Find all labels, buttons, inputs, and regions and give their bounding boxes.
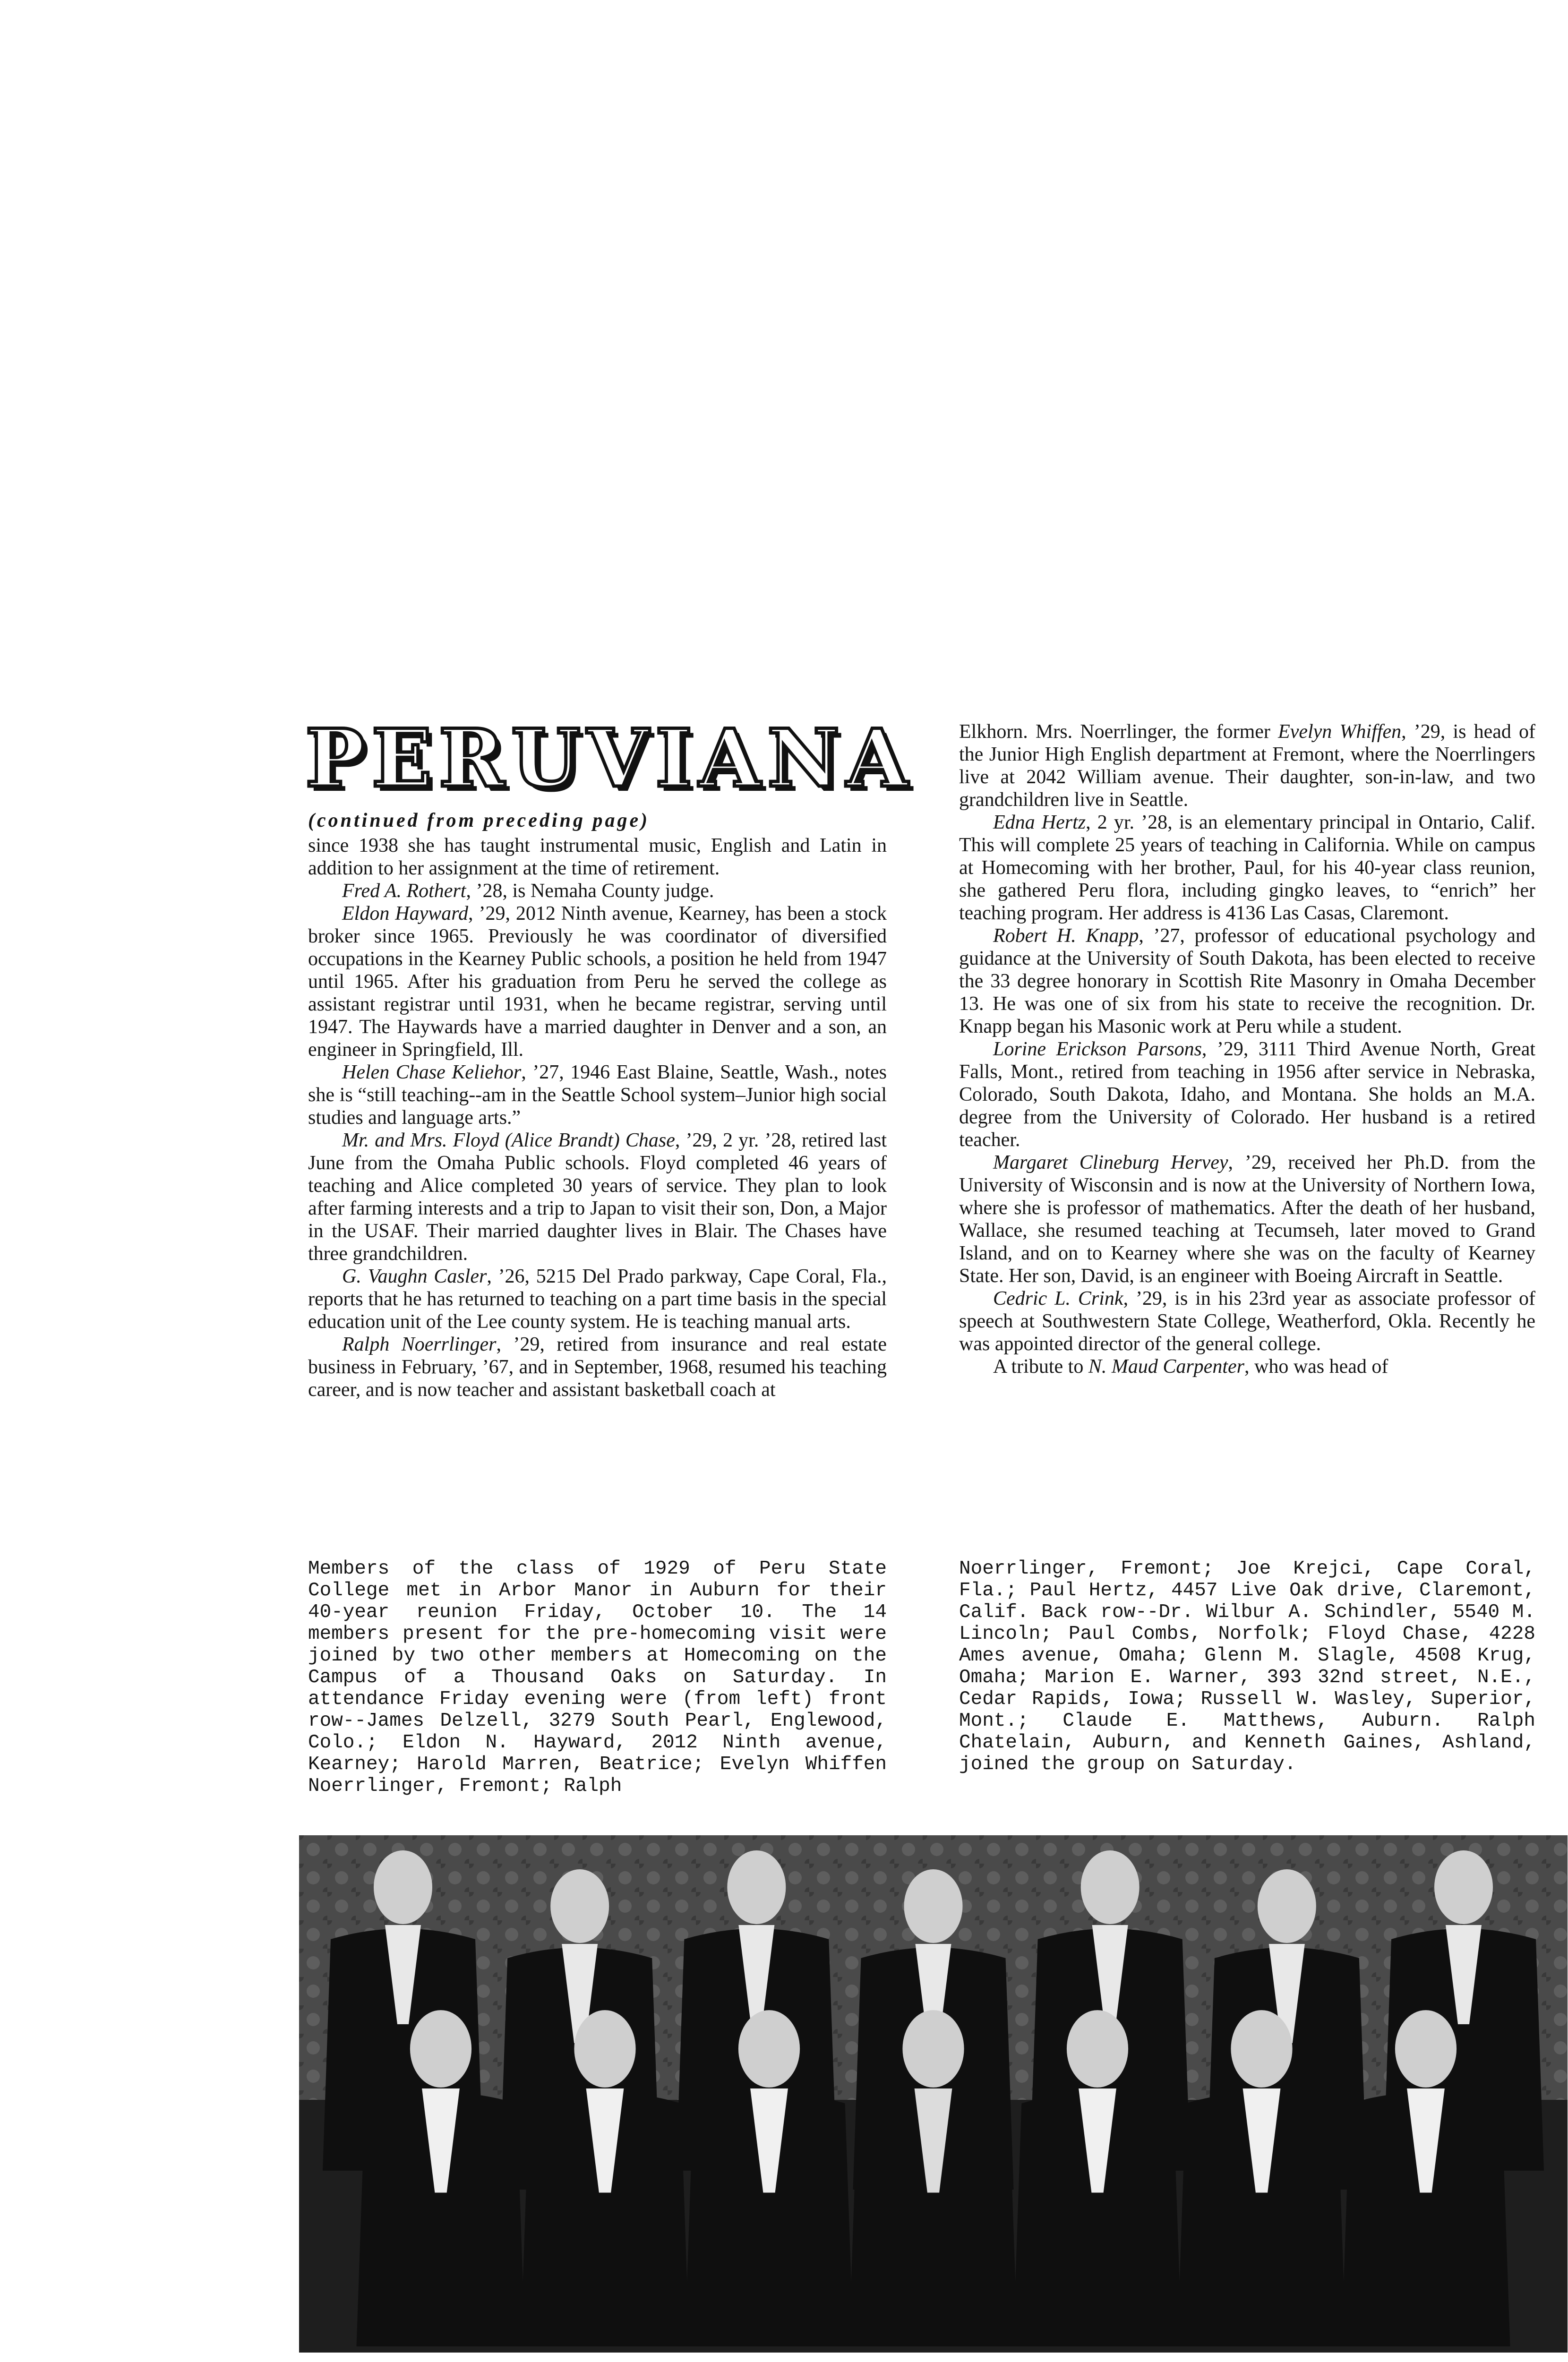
alumni-text: , ’29, 3111 Third Avenue North, Great Falls, Mont., retired from teaching in 1956 after service in Nebraska, Colorado, South Dakota, Idaho, and Montana. She holds an M.A. degree from the University of Colorado. Her husband is a retired teacher. xyxy=(959,1038,1536,1151)
continued-note: (continued from preceding page) xyxy=(308,810,650,831)
alumni-note xyxy=(308,1265,887,1333)
alumni-note xyxy=(959,811,1535,924)
alumni-text: , ’29, is in his 23rd year as associate professor of speech at Southwestern State College, Weatherford, Okla. Recently he was appointed director of the general college. xyxy=(959,1288,1536,1355)
alumni-name: G. Vaughn Casler xyxy=(342,1266,487,1287)
alumni-note xyxy=(308,902,887,1061)
alumni-name: Evelyn Whiffen xyxy=(1278,721,1402,743)
continuation-text: , ’29, is head of the Junior High English department at Fremont, where the Noerrlingers live at 2042 William avenue. Their daughter, son-in-law, and two grandchildren live in Seattle. xyxy=(959,721,1535,811)
alumni-name: Mr. and Mrs. Floyd (Alice Brandt) Chase xyxy=(342,1130,675,1151)
alumni-text: , ’27, 1946 East Blaine, Seattle, Wash., notes she is “still teaching--am in the Seattle School system–Junior high social studies and language arts.” xyxy=(308,1061,887,1129)
alumni-note xyxy=(959,1038,1535,1151)
reunion-group-photo xyxy=(299,1835,1568,2353)
alumni-text: , ’26, 5215 Del Prado parkway, Cape Coral, Fla., reports that he has returned to teaching on a part time basis in the special education unit of the Lee county system. He is teaching manual arts. xyxy=(308,1266,887,1333)
alumni-name: Edna Hertz xyxy=(993,812,1086,833)
continuation-text: Elkhorn. Mrs. Noerrlinger, the former xyxy=(959,721,1278,743)
group-photo-icon xyxy=(299,1835,1568,2353)
alumni-note xyxy=(308,1061,887,1129)
alumni-text: , ’27, professor of educational psychology and guidance at the University of South Dakota, has been elected to receive the 33 degree honorary in Scottish Rite Masonry in Omaha December 13. He was one of six from his state to receive the recognition. Dr. Knapp began his Masonic work at Peru while a student. xyxy=(959,925,1536,1037)
alumni-name: Robert H. Knapp xyxy=(993,925,1139,947)
alumni-note xyxy=(308,1333,887,1401)
alumni-name: Margaret Clineburg Hervey xyxy=(993,1152,1228,1173)
tribute-note xyxy=(959,1355,1535,1378)
alumni-name: Ralph Noerrlinger xyxy=(342,1334,497,1355)
alumni-text: , ’29, received her Ph.D. from the University of Wisconsin and is now at the University of Northern Iowa, where she is professor of mathematics. After the death of her husband, Wallace, she resumed teaching at Tecumseh, later moved to Grand Island, and on to Kearney where she was on the faculty of Kearney State. Her son, David, is an engineer with Boeing Aircraft in Seattle. xyxy=(959,1152,1535,1287)
alumni-name: Helen Chase Keliehor xyxy=(342,1061,522,1083)
alumni-text: , ’29, 2012 Ninth avenue, Kearney, has been a stock broker since 1965. Previously he was coordinator of diversified occupations in the Kearney Public schools, a position he held from 1947 until 1965. After his graduation from Peru he served the college as assistant registrar until 1931, when he became registrar, serving until 1947. The Haywards have a married daughter in Denver and a son, an engineer in Springfield, Ill. xyxy=(308,903,887,1061)
alumni-name: Lorine Erickson Parsons xyxy=(993,1038,1202,1060)
alumni-note xyxy=(308,880,887,902)
alumni-text: , ’28, is Nemaha County judge. xyxy=(466,880,714,902)
photo-caption-right: Noerrlinger, Fremont; Joe Krejci, Cape Coral, Fla.; Paul Hertz, 4457 Live Oak drive, Claremont, Calif. Back row--Dr. Wilbur A. Schindler, 5540 M. Lincoln; Paul Combs, Norfolk; Floyd Chase, 4228 Ames avenue, Omaha; Glenn M. Slagle, 4508 Krug, Omaha; Marion E. Warner, 393 32nd street, N.E., Cedar Rapids, Iowa; Russell W. Wasley, Superior, Mont.; Claude E. Matthews, Auburn. Ralph Chatelain, Auburn, and Kenneth Gaines, Ashland, joined the group on Saturday. xyxy=(959,1558,1535,1775)
alumni-name: Cedric L. Crink xyxy=(993,1288,1123,1309)
alumni-text: , 2 yr. ’28, is an elementary principal in Ontario, Calif. This will complete 25 years of teaching in California. While on campus at Homecoming with her brother, Paul, for his 40-year class reunion, she gathered Peru flora, including gingko leaves, to “enrich” her teaching program. Her address is 4136 Las Casas, Claremont. xyxy=(959,812,1535,924)
alumni-note xyxy=(959,1287,1535,1355)
tribute-text: A tribute to xyxy=(993,1356,1088,1378)
article-continuation xyxy=(959,720,1535,811)
tribute-text: , who was head of xyxy=(1244,1356,1388,1378)
alumni-note xyxy=(959,924,1535,1038)
masthead: PERUVIANA xyxy=(305,711,915,805)
left-article-column xyxy=(308,834,887,1401)
article-intro: since 1938 she has taught instrumental music, English and Latin in addition to her assignment at the time of retirement. xyxy=(308,835,887,879)
alumni-text: , ’29, retired from insurance and real estate business in February, ’67, and in September, 1968, resumed his teaching career, and is now teacher and assistant basketball coach at xyxy=(308,1334,887,1401)
alumni-name: Fred A. Rothert xyxy=(342,880,466,902)
alumni-note xyxy=(959,1151,1535,1287)
alumni-name: Eldon Hayward xyxy=(342,903,469,924)
alumni-note xyxy=(308,1129,887,1265)
alumni-name: N. Maud Carpenter xyxy=(1088,1356,1244,1378)
photo-caption-left: Members of the class of 1929 of Peru State College met in Arbor Manor in Auburn for their 40-year reunion Friday, October 10. The 14 members present for the pre-homecoming visit were joined by two other members at Homecoming on the Campus of a Thousand Oaks on Saturday. In attendance Friday evening were (from left) front row--James Delzell, 3279 South Pearl, Englewood, Colo.; Eldon N. Hayward, 2012 Ninth avenue, Kearney; Harold Marren, Beatrice; Evelyn Whiffen Noerrlinger, Fremont; Ralph xyxy=(308,1558,887,1797)
right-article-column xyxy=(959,720,1535,1378)
alumni-text: , ’29, 2 yr. ’28, retired last June from the Omaha Public schools. Floyd completed 46 years of teaching and Alice completed 30 years of service. They plan to look after farming interests and a trip to Japan to visit their son, Don, a Major in the USAF. Their married daughter lives in Blair. The Chases have three grandchildren. xyxy=(308,1130,887,1265)
